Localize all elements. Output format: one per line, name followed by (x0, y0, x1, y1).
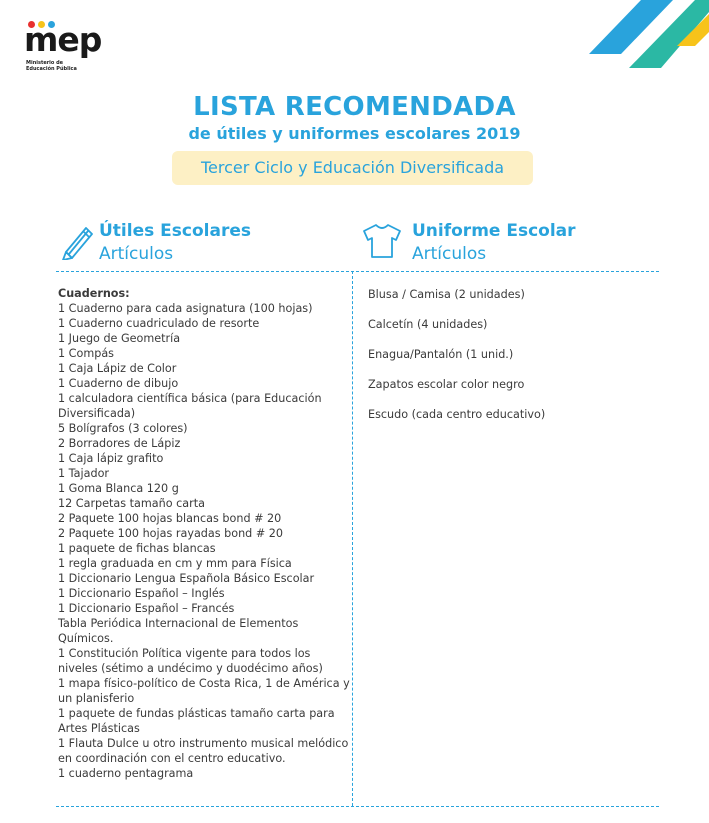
utiles-list-item: 1 paquete de fichas blancas (58, 542, 216, 555)
utiles-list-item: 1 Cuaderno de dibujo (58, 377, 179, 390)
utiles-subheading: Artículos (99, 244, 174, 264)
uniforme-list-item: Zapatos escolar color negro (368, 378, 525, 391)
page-subtitle: de útiles y uniformes escolares 2019 (188, 124, 521, 143)
utiles-heading: Útiles Escolares (99, 221, 251, 241)
utiles-list-item: Tabla Periódica Internacional de Elementos Químicos. (58, 617, 299, 645)
utiles-list-item: 1 Cuaderno para cada asignatura (100 hojas) (58, 302, 313, 315)
utiles-list-item: Cuadernos: (58, 287, 130, 300)
utiles-list-item: 2 Borradores de Lápiz (58, 437, 181, 450)
utiles-list-item: 1 Caja Lápiz de Color (58, 362, 177, 375)
logo-subtitle: Ministerio de Educación Pública (26, 60, 77, 72)
uniforme-list-item: Escudo (cada centro educativo) (368, 408, 546, 421)
decorative-stripes (569, 0, 709, 70)
header-divider (56, 271, 659, 272)
logo-word: mep (24, 20, 102, 59)
utiles-list-item: 2 Paquete 100 hojas blancas bond # 20 (58, 512, 282, 525)
uniforme-list-item: Calcetín (4 unidades) (368, 318, 488, 331)
uniforme-list (368, 287, 658, 437)
utiles-list-item: 1 Flauta Dulce u otro instrumento musical melódico en coordinación con el centro educativo. (58, 737, 349, 765)
pencil-icon (60, 220, 94, 260)
utiles-list-item: 1 Caja lápiz grafito (58, 452, 164, 465)
utiles-list-item: 1 cuaderno pentagrama (58, 767, 194, 780)
utiles-list-item: 1 mapa físico-político de Costa Rica, 1 de América y un planisferio (58, 677, 350, 705)
utiles-list-item: 1 Diccionario Lengua Española Básico Escolar (58, 572, 315, 585)
uniforme-list-item: Blusa / Camisa (2 unidades) (368, 288, 525, 301)
utiles-list-item: 1 Tajador (58, 467, 110, 480)
bottom-divider (56, 806, 659, 807)
utiles-list-item: 1 regla graduada en cm y mm para Física (58, 557, 292, 570)
shirt-icon (362, 223, 402, 259)
education-level-badge: Tercer Ciclo y Educación Diversificada (172, 151, 533, 185)
uniforme-list-item: Enagua/Pantalón (1 unid.) (368, 348, 514, 361)
utiles-list-item: 1 Cuaderno cuadriculado de resorte (58, 317, 260, 330)
utiles-list-item: 1 Constitución Política vigente para todos los niveles (sétimo a undécimo y duodécimo años) (58, 647, 323, 675)
uniforme-subheading: Artículos (412, 244, 487, 264)
utiles-list-item: 12 Carpetas tamaño carta (58, 497, 206, 510)
utiles-list-item: 5 Bolígrafos (3 colores) (58, 422, 188, 435)
utiles-list-item: 1 Compás (58, 347, 115, 360)
page-title: LISTA RECOMENDADA (193, 92, 516, 122)
utiles-list (58, 286, 350, 781)
uniforme-heading: Uniforme Escolar (412, 221, 576, 241)
utiles-list-item: 1 Goma Blanca 120 g (58, 482, 179, 495)
utiles-list-item: 1 Juego de Geometría (58, 332, 181, 345)
utiles-list-item: 1 paquete de fundas plásticas tamaño carta para Artes Plásticas (58, 707, 335, 735)
utiles-list-item: 1 calculadora científica básica (para Educación Diversificada) (58, 392, 322, 420)
utiles-list-item: 1 Diccionario Español – Inglés (58, 587, 225, 600)
utiles-list-item: 2 Paquete 100 hojas rayadas bond # 20 (58, 527, 284, 540)
mep-logo (24, 20, 114, 76)
column-divider (352, 271, 353, 806)
utiles-list-item: 1 Diccionario Español – Francés (58, 602, 235, 615)
